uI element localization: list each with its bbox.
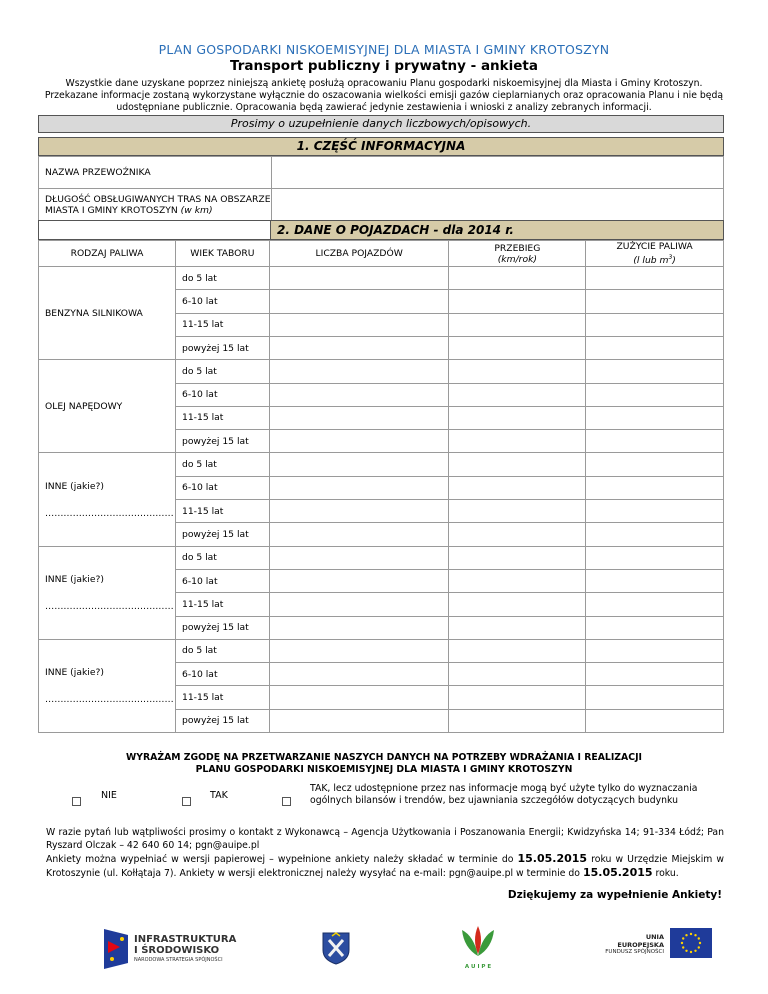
- fuel-type-name: BENZYNA SILNIKOWA: [45, 307, 143, 319]
- age-range-cell: powyżej 15 lat: [175, 616, 269, 639]
- count-input[interactable]: [269, 500, 449, 523]
- contact-text: W razie pytań lub wątpliwości prosimy o kontakt z Wykonawcą – Agencja Użytkowania i Poszanowania Energii; Kwidzyńska 14; 91-334 Łódź; Pan Ryszard Olczak – 42 640 60 14; pgn@auipe.pl: [46, 827, 724, 851]
- fuel-type-cell: [39, 639, 176, 732]
- consent-heading: [0, 752, 768, 776]
- col-fuel-header: RODZAJ PALIWA: [39, 241, 176, 267]
- consumption-input[interactable]: [586, 290, 724, 313]
- consent-partial-option[interactable]: [282, 791, 291, 810]
- count-input[interactable]: [269, 453, 449, 476]
- fuel-type-name: INNE (jakie?): [45, 666, 104, 678]
- consent-no-option[interactable]: [72, 791, 81, 810]
- consumption-unit-sup: 3: [668, 254, 673, 261]
- consumption-input[interactable]: [586, 663, 724, 686]
- eu-line2: FUNDUSZ SPÓJNOŚCI: [605, 949, 664, 955]
- count-input[interactable]: [269, 406, 449, 429]
- mileage-input[interactable]: [449, 453, 586, 476]
- table-row: [39, 639, 724, 662]
- routes-length-label: [39, 189, 272, 221]
- section2-title: 2. DANE O POJAZDACH - dla 2014 r.: [270, 220, 724, 240]
- mileage-input[interactable]: [449, 663, 586, 686]
- consumption-input[interactable]: [586, 313, 724, 336]
- count-input[interactable]: [269, 430, 449, 453]
- eu-star-icon: [681, 942, 683, 944]
- consent-no-checkbox[interactable]: [72, 797, 81, 806]
- mileage-input[interactable]: [449, 686, 586, 709]
- deadline-part1: Ankiety można wypełniać w wersji papierowej – wypełnione ankiety należy składać w terminie do: [46, 854, 518, 865]
- consumption-input[interactable]: [586, 709, 724, 732]
- mileage-input[interactable]: [449, 430, 586, 453]
- mileage-input[interactable]: [449, 290, 586, 313]
- table-row: [39, 453, 724, 476]
- carrier-name-input[interactable]: [272, 157, 724, 189]
- mileage-input[interactable]: [449, 476, 586, 499]
- count-input[interactable]: [269, 616, 449, 639]
- table-row: [39, 267, 724, 290]
- count-input[interactable]: [269, 569, 449, 592]
- mileage-input[interactable]: [449, 569, 586, 592]
- mileage-input[interactable]: [449, 593, 586, 616]
- deadline-part3: roku.: [652, 868, 679, 879]
- deadline-part2: roku w Urzędzie Miejskim w Krotoszynie (ul. Kołłątaja 7). Ankiety w wersji elektronicznej należy wysyłać na e-mail: pgn@auipe.pl w terminie do: [46, 854, 724, 879]
- table-row: [39, 546, 724, 569]
- col-mileage-header: [449, 241, 586, 267]
- eu-text-block: [598, 933, 664, 955]
- document-title-top: PLAN GOSPODARKI NISKOEMISYJNEJ DLA MIASTA I GMINY KROTOSZYN: [158, 42, 610, 57]
- consumption-input[interactable]: [586, 406, 724, 429]
- age-range-cell: do 5 lat: [175, 546, 269, 569]
- age-range-cell: 6-10 lat: [175, 383, 269, 406]
- document-title-main: Transport publiczny i prywatny - ankieta: [230, 58, 538, 74]
- vehicles-table: [38, 240, 724, 733]
- count-input[interactable]: [269, 336, 449, 359]
- mileage-input[interactable]: [449, 267, 586, 290]
- section2-header-left: [38, 220, 270, 240]
- age-range-cell: 6-10 lat: [175, 663, 269, 686]
- count-input[interactable]: [269, 290, 449, 313]
- count-input[interactable]: [269, 267, 449, 290]
- mileage-input[interactable]: [449, 546, 586, 569]
- count-input[interactable]: [269, 663, 449, 686]
- age-range-cell: do 5 lat: [175, 639, 269, 662]
- consumption-input[interactable]: [586, 336, 724, 359]
- fuel-type-other-field[interactable]: ……………………………………: [45, 507, 174, 519]
- eu-star-icon: [682, 946, 684, 948]
- consumption-input[interactable]: [586, 523, 724, 546]
- consent-line1: WYRAŻAM ZGODĘ NA PRZETWARZANIE NASZYCH DANYCH NA POTRZEBY WDRAŻANIA I REALIZACJI: [126, 752, 642, 763]
- consumption-input[interactable]: [586, 616, 724, 639]
- infra-line1: INFRASTRUKTURA: [134, 934, 237, 945]
- fuel-type-other-field[interactable]: ……………………………………: [45, 693, 174, 705]
- thanks-text: Dziękujemy za wypełnienie Ankiety!: [507, 889, 722, 901]
- eu-star-icon: [685, 950, 687, 952]
- age-range-cell: 6-10 lat: [175, 569, 269, 592]
- eu-star-icon: [685, 934, 687, 936]
- section1-table: [38, 156, 724, 221]
- consent-yes-option[interactable]: [182, 791, 191, 810]
- age-range-cell: do 5 lat: [175, 453, 269, 476]
- count-input[interactable]: [269, 709, 449, 732]
- consumption-input[interactable]: [586, 360, 724, 383]
- table-row: [39, 360, 724, 383]
- age-range-cell: do 5 lat: [175, 360, 269, 383]
- fuel-type-name: INNE (jakie?): [45, 573, 104, 585]
- col-consumption-header: [586, 241, 724, 267]
- krotoszyn-crest-logo: [320, 930, 352, 970]
- auipe-text: A U I P E: [464, 964, 492, 970]
- routes-length-input[interactable]: [272, 189, 724, 221]
- count-input[interactable]: [269, 476, 449, 499]
- age-range-cell: powyżej 15 lat: [175, 430, 269, 453]
- auipe-leaf-icon: [458, 922, 498, 960]
- eu-line1: UNIA EUROPEJSKA: [617, 933, 664, 949]
- consent-line2: PLANU GOSPODARKI NISKOEMISYJNEJ DLA MIASTA I GMINY KROTOSZYN: [195, 764, 573, 775]
- age-range-cell: 11-15 lat: [175, 686, 269, 709]
- age-range-cell: powyżej 15 lat: [175, 709, 269, 732]
- consumption-unit-close: ): [672, 255, 676, 267]
- consent-yes-label: TAK: [210, 790, 228, 801]
- infra-line2: I ŚRODOWISKO: [134, 945, 220, 956]
- consumption-input[interactable]: [586, 593, 724, 616]
- intro-text: Wszystkie dane uzyskane poprzez niniejszą ankietę posłużą opracowaniu Planu gospodarki niskoemisyjnej dla Miasta i Gminy Krotoszyn. Przekazane informacje zostaną wykorzystane wyłącznie do oszacowania wielkości emisji gazów cieplarnianych oraz opracowania Planu i nie będą udostępniane publicznie. Opracowania będą zawierać jedynie zestawienia i wnioski z analizy zebranych informacji.: [44, 78, 724, 114]
- fuel-type-cell: [39, 360, 176, 453]
- krotoszyn-crest-icon: [320, 930, 352, 966]
- count-input[interactable]: [269, 313, 449, 336]
- consumption-input[interactable]: [586, 453, 724, 476]
- mileage-input[interactable]: [449, 336, 586, 359]
- fuel-type-cell: [39, 546, 176, 639]
- infrastructure-emblem-icon: [100, 927, 134, 971]
- eu-star-icon: [694, 934, 696, 936]
- mileage-input[interactable]: [449, 383, 586, 406]
- consumption-input[interactable]: [586, 383, 724, 406]
- consumption-input[interactable]: [586, 546, 724, 569]
- col-count-header: LICZBA POJAZDÓW: [269, 241, 449, 267]
- consumption-unit-text: (l lub m: [633, 255, 669, 267]
- consent-partial-checkbox[interactable]: [282, 797, 291, 806]
- consumption-input[interactable]: [586, 476, 724, 499]
- count-input[interactable]: [269, 639, 449, 662]
- consent-no-label: NIE: [101, 790, 117, 801]
- mileage-input[interactable]: [449, 523, 586, 546]
- carrier-name-label: NAZWA PRZEWOŹNIKA: [39, 157, 272, 189]
- fuel-type-cell: [39, 267, 176, 360]
- count-input[interactable]: [269, 383, 449, 406]
- fuel-type-cell: [39, 453, 176, 546]
- consumption-input[interactable]: [586, 569, 724, 592]
- mileage-input[interactable]: [449, 639, 586, 662]
- eu-star-icon: [694, 950, 696, 952]
- eu-star-icon: [698, 937, 700, 939]
- col-consumption-label: ZUŻYCIE PALIWA: [616, 241, 693, 252]
- col-consumption-unit: [586, 252, 723, 266]
- consumption-input[interactable]: [586, 686, 724, 709]
- mileage-input[interactable]: [449, 313, 586, 336]
- infrastructure-logo: [100, 925, 250, 975]
- count-input[interactable]: [269, 686, 449, 709]
- auipe-logo: [458, 922, 498, 972]
- count-input[interactable]: [269, 360, 449, 383]
- eu-star-icon: [690, 933, 692, 935]
- consumption-input[interactable]: [586, 267, 724, 290]
- infra-line3: NARODOWA STRATEGIA SPÓJNOŚCI: [134, 957, 223, 963]
- mileage-input[interactable]: [449, 616, 586, 639]
- routes-length-unit: (w km): [180, 204, 213, 216]
- mileage-input[interactable]: [449, 406, 586, 429]
- count-input[interactable]: [269, 593, 449, 616]
- age-range-cell: 11-15 lat: [175, 593, 269, 616]
- age-range-cell: 6-10 lat: [175, 290, 269, 313]
- eu-flag-logo: [670, 928, 712, 962]
- consumption-input[interactable]: [586, 430, 724, 453]
- fuel-type-name: INNE (jakie?): [45, 480, 104, 492]
- section1-title: 1. CZĘŚĆ INFORMACYJNA: [38, 137, 724, 156]
- fuel-type-other-field[interactable]: ……………………………………: [45, 600, 174, 612]
- eu-star-icon: [682, 937, 684, 939]
- consumption-input[interactable]: [586, 639, 724, 662]
- age-range-cell: 6-10 lat: [175, 476, 269, 499]
- deadline-text: [46, 852, 724, 880]
- eu-star-icon: [699, 942, 701, 944]
- age-range-cell: powyżej 15 lat: [175, 523, 269, 546]
- deadline-date1: 15.05.2015: [517, 852, 588, 865]
- mileage-input[interactable]: [449, 360, 586, 383]
- request-line: Prosimy o uzupełnienie danych liczbowych/opisowych.: [38, 115, 724, 133]
- deadline-date2: 15.05.2015: [582, 866, 653, 879]
- eu-star-icon: [698, 946, 700, 948]
- age-range-cell: 11-15 lat: [175, 313, 269, 336]
- consent-yes-checkbox[interactable]: [182, 797, 191, 806]
- col-age-header: WIEK TABORU: [175, 241, 269, 267]
- age-range-cell: 11-15 lat: [175, 500, 269, 523]
- eu-flag-icon: [670, 928, 712, 958]
- age-range-cell: powyżej 15 lat: [175, 336, 269, 359]
- eu-star-icon: [690, 951, 692, 953]
- col-mileage-label: PRZEBIEG: [494, 242, 541, 254]
- age-range-cell: 11-15 lat: [175, 406, 269, 429]
- count-input[interactable]: [269, 546, 449, 569]
- fuel-type-name: OLEJ NAPĘDOWY: [45, 400, 123, 412]
- consent-partial-label: TAK, lecz udostępnione przez nas informacje mogą być użyte tylko do wyznaczania ogólnych bilansów i trendów, bez ujawniania szczegółów dotyczących budynku: [310, 783, 698, 806]
- age-range-cell: do 5 lat: [175, 267, 269, 290]
- vehicle-rows: [39, 267, 724, 733]
- mileage-input[interactable]: [449, 500, 586, 523]
- consumption-input[interactable]: [586, 500, 724, 523]
- col-mileage-unit: (km/rok): [497, 253, 537, 265]
- mileage-input[interactable]: [449, 709, 586, 732]
- routes-length-text: DŁUGOŚĆ OBSŁUGIWANYCH TRAS NA OBSZARZE MIASTA I GMINY KROTOSZYN: [45, 193, 271, 216]
- count-input[interactable]: [269, 523, 449, 546]
